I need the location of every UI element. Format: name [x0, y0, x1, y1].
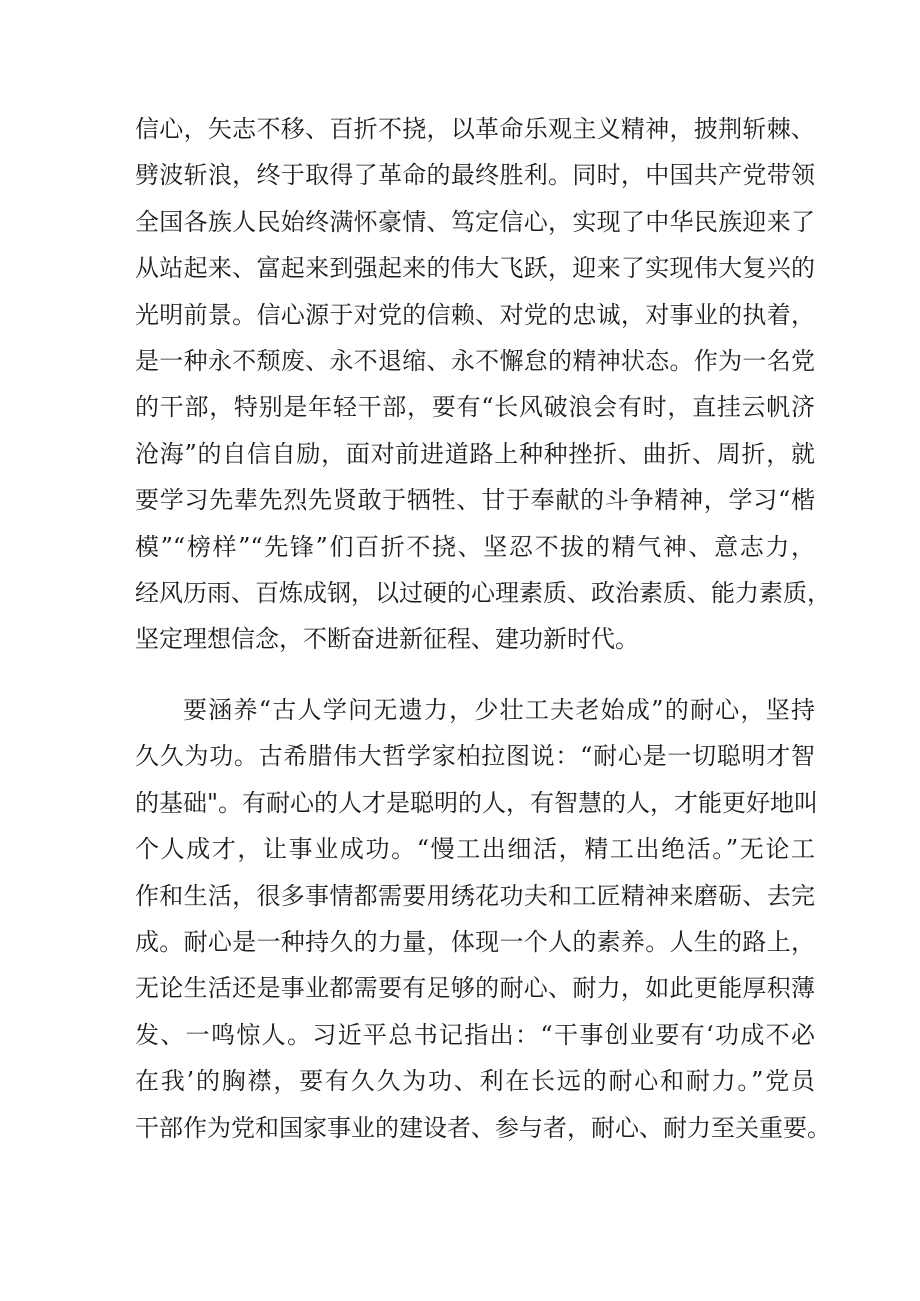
- text-line: 模”“榜样”“先锋”们百折不挠、坚忍不拔的精气神、意志力，: [135, 532, 815, 561]
- text-line: 全国各族人民始终满怀豪情、笃定信心，实现了中华民族迎来了: [135, 207, 815, 236]
- text-line: 的干部，特别是年轻干部，要有“长风破浪会有时，直挂云帆济: [135, 393, 815, 422]
- text-line: 光明前景。信心源于对党的信赖、对党的忠诚，对事业的执着，: [135, 300, 815, 329]
- paragraph-confidence: [135, 106, 831, 663]
- text-line: 无论生活还是事业都需要有足够的耐心、耐力，如此更能厚积薄: [135, 974, 815, 1003]
- text-line: 个人成才，让事业成功。“慢工出细活，精工出绝活。”无论工: [135, 835, 815, 864]
- text-line: 劈波斩浪，终于取得了革命的最终胜利。同时，中国共产党带领: [135, 161, 815, 190]
- text-line: 从站起来、富起来到强起来的伟大飞跃，迎来了实现伟大复兴的: [135, 254, 815, 283]
- text-line: 要涵养“古人学问无遗力，少壮工夫老始成”的耐心，坚持: [183, 696, 815, 724]
- text-line: 沧海”的自信自励，面对前进道路上种种挫折、曲折、周折，就: [135, 439, 815, 468]
- text-line: 是一种永不颓废、永不退缩、永不懈怠的精神状态。作为一名党: [135, 346, 815, 375]
- text-line: 在我’的胸襟，要有久久为功、利在长远的耐心和耐力。”党员: [135, 1067, 815, 1096]
- text-line: 经风历雨、百炼成钢，以过硬的心理素质、政治素质、能力素质，: [135, 578, 831, 607]
- text-line: 要学习先辈先烈先贤敢于牺牲、甘于奉献的斗争精神，学习“楷: [135, 486, 815, 515]
- paragraph-patience: [135, 687, 831, 1151]
- text-line: 成。耐心是一种持久的力量，体现一个人的素养。人生的路上，: [135, 927, 815, 956]
- text-line: 信心，矢志不移、百折不挠，以革命乐观主义精神，披荆斩棘、: [135, 115, 815, 143]
- text-line: 坚定理想信念，不断奋进新征程、建功新时代。: [135, 625, 639, 654]
- text-line: 久久为功。古希腊伟大哲学家柏拉图说：“耐心是一切聪明才智: [135, 742, 815, 771]
- text-line: 发、一鸣惊人。习近平总书记指出：“干事创业要有‘功成不必: [135, 1020, 815, 1049]
- text-line: 作和生活，很多事情都需要用绣花功夫和工匠精神来磨砺、去完: [135, 881, 815, 910]
- text-line: 干部作为党和国家事业的建设者、参与者，耐心、耐力至关重要。: [135, 1113, 831, 1142]
- text-line: 的基础"。有耐心的人才是聪明的人，有智慧的人，才能更好地叫: [135, 788, 819, 817]
